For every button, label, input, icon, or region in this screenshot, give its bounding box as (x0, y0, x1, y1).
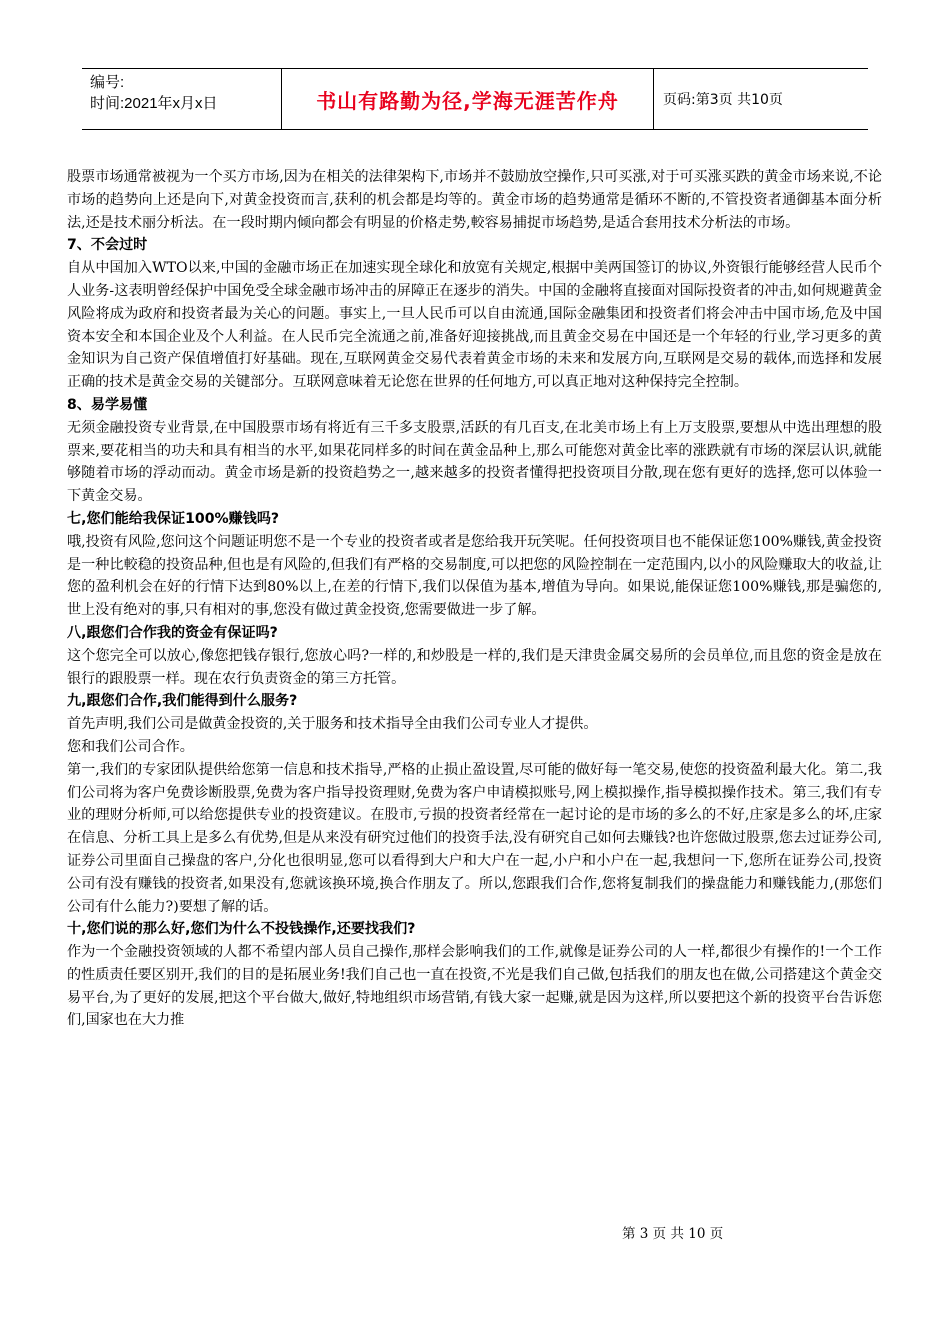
body-paragraph: 自从中国加入WTO以来,中国的金融市场正在加速实现全球化和放宽有关规定,根据中美两国签订的协议,外资银行能够经营人民币个人业务-这表明曾经保护中国免受全球金融市场冲击的屏障正在逐步的消失。中国的金融将直接面对国际投资者的冲击,如何规避黄金风险将成为政府和投资者最为关心的问题。事实上,一旦人民币可以自由流通,国际金融集团和投资者们将会冲击中国市场,危及中国资本安全和本国企业及个人利益。在人民币完全流通之前,准备好迎接挑战,而且黄金交易在中国还是一个年轻的行业,学习更多的黄金知识为自己资产保值增值打好基础。现在,互联网黄金交易代表着黄金市场的未来和发展方向,互联网是交易的载体,而选择和发展正确的技术是黄金交易的关键部分。互联网意味着无论您在世界的任何地方,可以真正地对这种保持完全控制。 (67, 260, 882, 391)
page-footer: 第 3 页 共 10 页 (622, 1226, 724, 1242)
body-paragraph: 作为一个金融投资领域的人都不希望内部人员自己操作,那样会影响我们的工作,就像是证券公司的人一样,都很少有操作的!一个工作的性质责任要区别开,我们的目的是拓展业务!我们自己也一直在投资,不光是我们自己做,包括我们的朋友也在做,公司搭建这个黄金交易平台,为了更好的发展,把这个平台做大,做好,特地组织市场营销,有钱大家一起赚,就是因为这样,所以要把这个新的投资平台告诉您们,国家也在大力推 (67, 944, 882, 1029)
header-motto: 书山有路勤为径,学海无涯苦作舟 (282, 69, 654, 129)
body-paragraph: 这个您完全可以放心,像您把钱存银行,您放心吗?一样的,和炒股是一样的,我们是天津贵金属交易所的会员单位,而且您的资金是放在银行的跟股票一样。现在农行负责资金的第三方托管。 (67, 647, 882, 687)
body-paragraph: 第一,我们的专家团队提供给您第一信息和技术指导,严格的止损止盈设置,尽可能的做好每一笔交易,使您的投资盈利最大化。第二,我们公司将为客户免费诊断股票,免费为客户指导投资理财,免费为客户申请模拟账号,网上模拟操作,指导模拟操作技术。第三,我们有专业的理财分析师,可以给您提供专业的投资建议。在股市,亏损的投资者经常在一起讨论的是市场的多么的不好,庄家是多么的坏,庄家在信息、分析工具上是多么有优势,但是从来没有研究过他们的投资手法,没有研究自己如何去赚钱?也许您做过股票,您去过证券公司,证券公司里面自己操盘的客户,分化也很明显,您可以看得到大户和大户在一起,小户和小户在一起,我想问一下,您所在证券公司,投资公司有没有赚钱的投资者,如果没有,您就该换环境,换合作朋友了。所以,您跟我们合作,您将复制我们的操盘能力和赚钱能力,(那您们公司有什么能力?)要想了解的话。 (67, 761, 882, 915)
number-label: 编号: (90, 74, 125, 91)
section-heading: 十,您们说的那么好,您们为什么不投钱操作,还要找我们? (67, 921, 416, 938)
page-header (82, 68, 868, 130)
section-heading: 七,您们能给我保证100%赚钱吗? (67, 510, 280, 527)
body-paragraph: 无须金融投资专业背景,在中国股票市场有将近有三千多支股票,活跃的有几百支,在北美市场上有上万支股票,要想从中选出理想的股票来,要花相当的功夫和具有相当的水平,如果花同样多的时间在黄金品种上,那么可能您对黄金比率的涨跌就有市场的深层认识,就能够随着市场的浮动而动。黄金市场是新的投资趋势之一,越来越多的投资者懂得把投资项目分散,现在您有更好的选择,您可以体验一下黄金交易。 (67, 419, 882, 505)
header-page-info: 页码:第3页 共10页 (663, 92, 783, 108)
body-paragraph: 您和我们公司合作。 (67, 738, 194, 755)
header-meta (82, 69, 282, 129)
time-label: 时间:2021年x月x日 (90, 95, 218, 112)
body-paragraph: 首先声明,我们公司是做黄金投资的,关于服务和技术指导全由我们公司专业人才提供。 (67, 716, 598, 733)
section-heading: 7、不会过时 (67, 237, 148, 254)
section-heading: 九,跟您们合作,我们能得到什么服务? (67, 693, 298, 710)
body-paragraph: 股票市场通常被视为一个买方市场,因为在相关的法律架构下,市场并不鼓励放空操作,只可买涨,对于可买涨买跌的黄金市场来说,不论市场的趋势向上还是向下,对黄金投资而言,获利的机会都是均等的。黄金市场的趋势通常是循环不断的,不管投资者通御基本面分析法,还是技术丽分析法。在一段时期内倾向都会有明显的价格走势,較容易捕捉市场趋势,是适合套用技术分析法的市场。 (67, 169, 882, 231)
document-body (67, 166, 882, 1032)
section-heading: 8、易学易懂 (67, 396, 148, 413)
section-heading: 八,跟您们合作我的资金有保证吗? (67, 624, 278, 641)
body-paragraph: 哦,投资有风险,您问这个问题证明您不是一个专业的投资者或者是您给我开玩笑呢。任何投资项目也不能保证您100%赚钱,黄金投资是一种比較稳的投资品种,但也是有风险的,但我们有严格的交易制度,可以把您的风险控制在一定范围内,以小的风险赚取大的收益,让您的盈利机会在好的行情下达到80%以上,在差的行情下,我们以保值为基本,增值为导向。如果说,能保证您100%赚钱,那是骗您的,世上没有绝对的事,只有相对的事,您没有做过黄金投资,您需要做进一步了解。 (67, 533, 882, 619)
